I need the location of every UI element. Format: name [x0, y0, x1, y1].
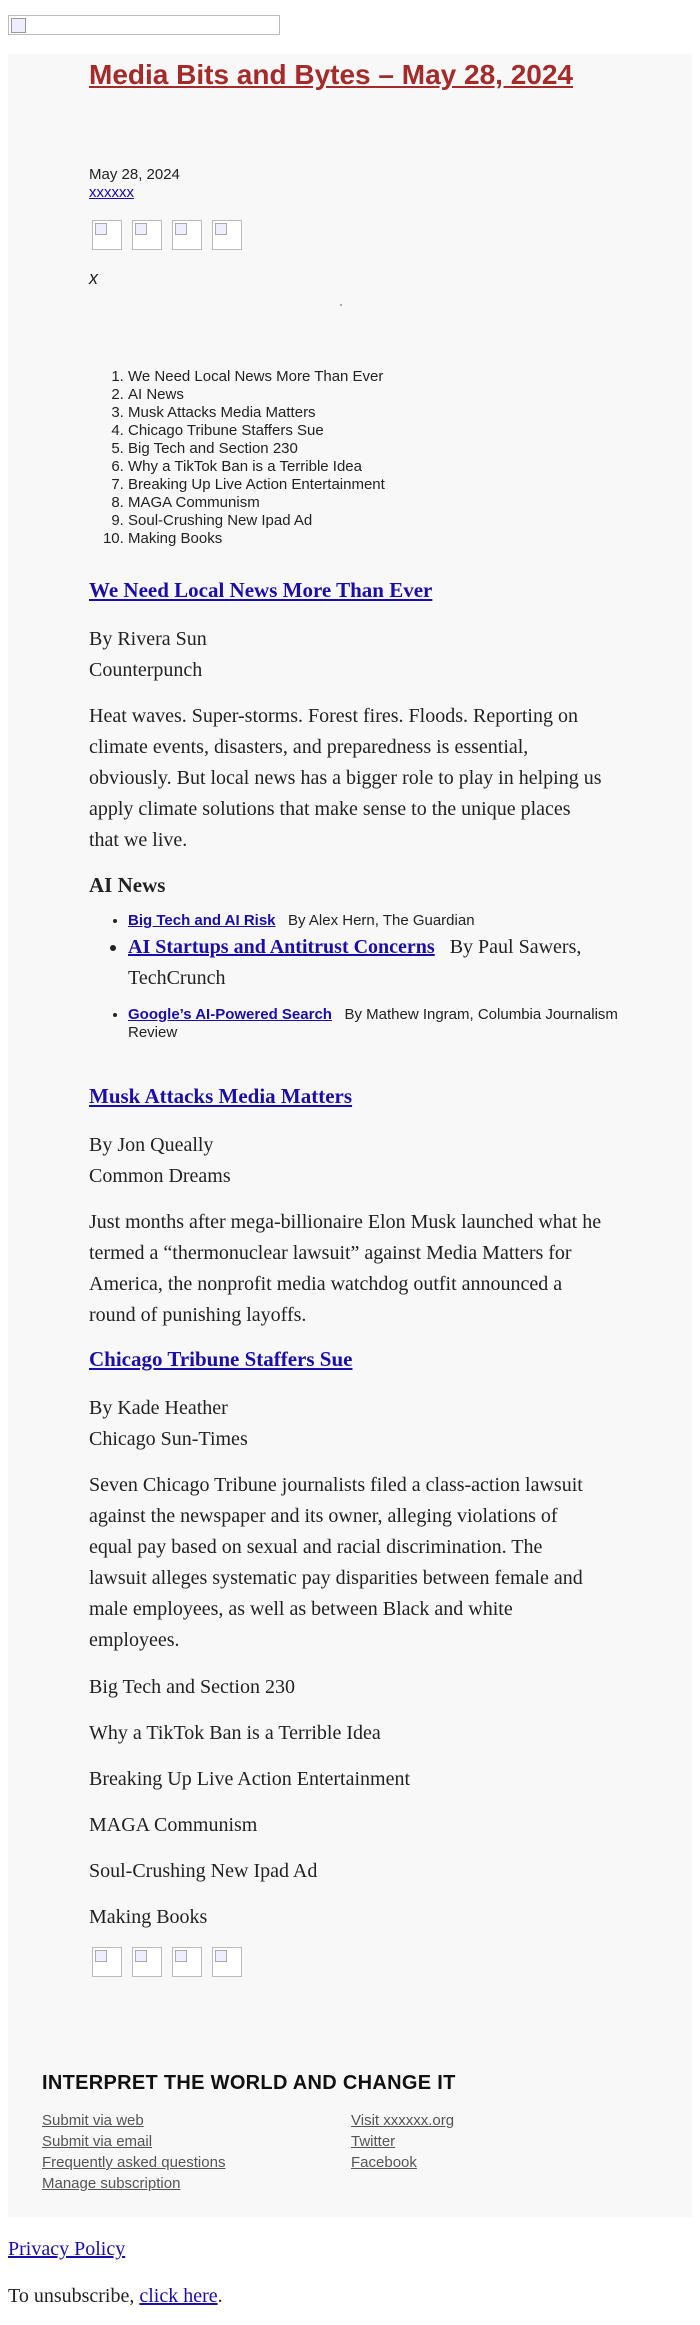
ai-byline: By Mathew Ingram, Columbia Journalism Review [128, 1006, 618, 1041]
article-body: Heat waves. Super-storms. Forest fires. Floods. Reporting on climate events, disasters, and preparedness is essential, obviously. But local news has a bigger role to play in helping us apply climate solutions that make sense to the unique places that we live. [89, 705, 602, 851]
toc-item: 8. MAGA Communism [128, 494, 385, 512]
article-body: Seven Chicago Tribune journalists filed a class-action lawsuit against the newspaper and its owner, alleging violations of equal pay based on sexual and racial discrimination. The lawsuit alleges systematic pay disparities between female and male employees, as well as between Black and white employees. [89, 1474, 583, 1651]
share-icon[interactable] [212, 1947, 242, 1977]
share-icons-bottom [92, 1947, 242, 1977]
article-byline: By Rivera Sun [89, 628, 207, 650]
page-title [89, 56, 602, 94]
share-icon[interactable] [92, 220, 122, 250]
ai-byline: By Paul Sawers, TechCrunch [128, 936, 582, 989]
section-title: MAGA Communism [89, 1814, 258, 1836]
toc-item: 9. Soul-Crushing New Ipad Ad [128, 512, 385, 530]
article-title-link[interactable]: Chicago Tribune Staffers Sue [89, 1347, 353, 1371]
toc-item: 5. Big Tech and Section 230 [128, 440, 385, 458]
article-title-link[interactable]: Musk Attacks Media Matters [89, 1084, 353, 1108]
privacy-policy [8, 2238, 125, 2261]
share-icons-top [92, 220, 242, 250]
footer-links-left [42, 2110, 225, 2194]
section-title: Making Books [89, 1906, 208, 1928]
share-icon[interactable] [132, 220, 162, 250]
manage-subscription-link[interactable]: Manage subscription [42, 2175, 181, 2192]
ai-news-list [89, 912, 641, 1042]
toc-item: 3. Musk Attacks Media Matters [128, 404, 385, 422]
article-heading [89, 1347, 352, 1372]
submit-email-link[interactable]: Submit via email [42, 2133, 153, 2150]
toc-item: 2. AI News [128, 386, 385, 404]
section-title: Big Tech and Section 230 [89, 1676, 295, 1698]
unsubscribe-link[interactable]: click here [139, 2285, 218, 2307]
title-link[interactable]: Media Bits and Bytes – May 28, 2024 [89, 59, 573, 90]
share-icon[interactable] [92, 1947, 122, 1977]
unsubscribe-line [8, 2285, 223, 2308]
ai-link[interactable]: Big Tech and AI Risk [128, 912, 276, 929]
facebook-link[interactable]: Facebook [351, 2154, 417, 2171]
footer-links-right [351, 2110, 454, 2173]
toc-item: 10. Making Books [128, 530, 385, 548]
toc-item: 6. Why a TikTok Ban is a Terrible Idea [128, 458, 385, 476]
ai-link[interactable]: Google’s AI-Powered Search [128, 1006, 332, 1023]
footer-heading: INTERPRET THE WORLD AND CHANGE IT [42, 2072, 456, 2094]
privacy-policy-link[interactable]: Privacy Policy [8, 2238, 126, 2260]
ai-news-heading: AI News [89, 873, 166, 897]
toc-item: 1. We Need Local News More Than Ever [128, 368, 385, 386]
article-source: Chicago Sun-Times [89, 1428, 248, 1450]
section-title: Soul-Crushing New Ipad Ad [89, 1860, 318, 1882]
post-date: May 28, 2024 [89, 166, 180, 183]
article-byline: By Jon Queally [89, 1134, 214, 1156]
unsubscribe-suffix: . [217, 2285, 223, 2307]
submit-web-link[interactable]: Submit via web [42, 2112, 144, 2129]
share-icon[interactable] [132, 1947, 162, 1977]
list-item [128, 912, 641, 930]
article-source: Counterpunch [89, 659, 203, 681]
x-mark: x [89, 268, 98, 288]
faq-link[interactable]: Frequently asked questions [42, 2154, 226, 2171]
table-of-contents [89, 368, 385, 548]
share-icon[interactable] [212, 220, 242, 250]
twitter-link[interactable]: Twitter [351, 2133, 396, 2150]
ai-link[interactable]: AI Startups and Antitrust Concerns [128, 936, 435, 958]
ai-byline: By Alex Hern, The Guardian [288, 912, 475, 929]
toc-item: 7. Breaking Up Live Action Entertainment [128, 476, 385, 494]
visit-site-link[interactable]: Visit xxxxxx.org [351, 2112, 455, 2129]
article-heading [89, 1084, 352, 1109]
spacer-dot [340, 304, 342, 306]
list-item [128, 932, 641, 994]
article-source: Common Dreams [89, 1165, 231, 1187]
share-icon[interactable] [172, 220, 202, 250]
article-heading [89, 578, 432, 603]
author-link[interactable]: xxxxxx [89, 184, 134, 201]
section-title: Breaking Up Live Action Entertainment [89, 1768, 411, 1790]
section-title: Why a TikTok Ban is a Terrible Idea [89, 1722, 381, 1744]
article-body: Just months after mega-billionaire Elon Musk launched what he termed a “thermonuclear lawsuit” against Media Matters for America, the nonprofit media watchdog outfit announced a round of punishing layoffs. [89, 1211, 602, 1326]
toc-item: 4. Chicago Tribune Staffers Sue [128, 422, 385, 440]
unsubscribe-text: To unsubscribe, [8, 2285, 140, 2307]
share-icon[interactable] [172, 1947, 202, 1977]
header-banner-image [8, 15, 280, 35]
article-byline: By Kade Heather [89, 1397, 228, 1419]
list-item [128, 1006, 641, 1042]
article-title-link[interactable]: We Need Local News More Than Ever [89, 578, 433, 602]
